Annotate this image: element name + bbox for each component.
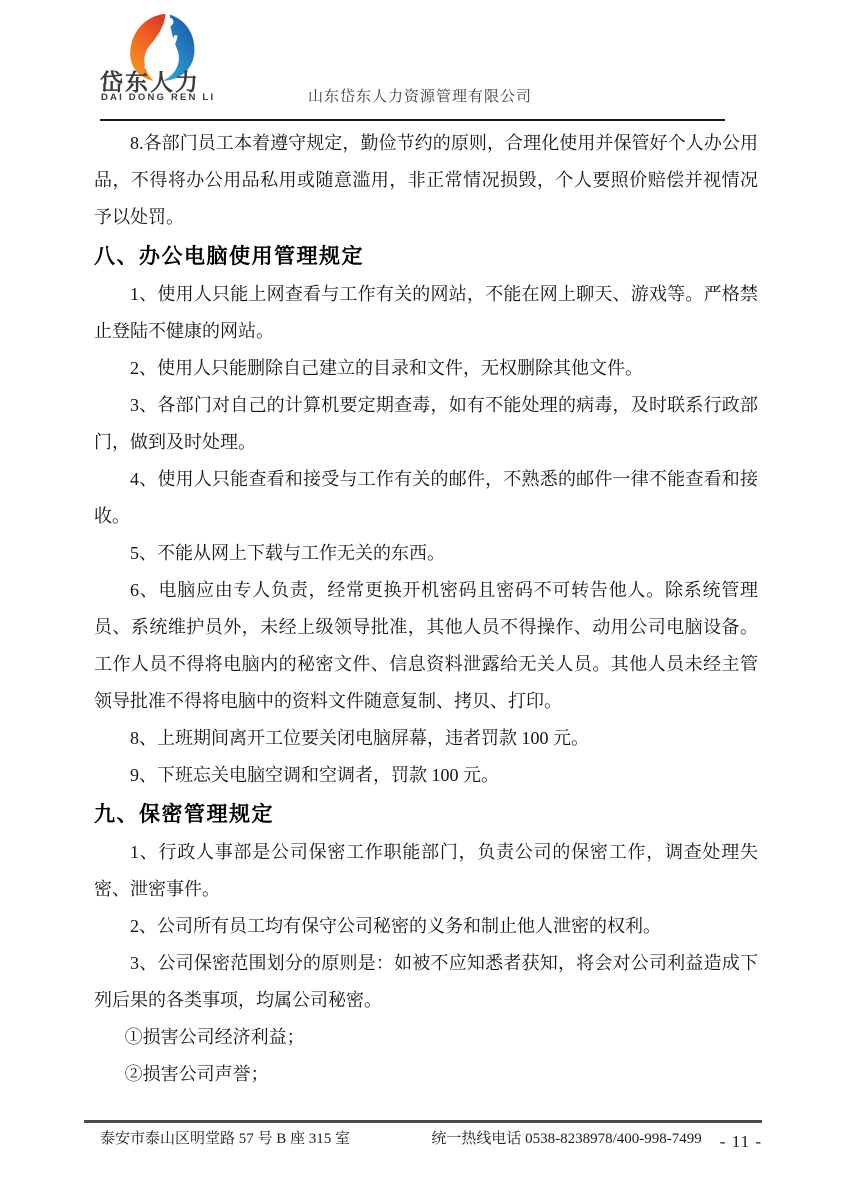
document-paragraph: 八、办公电脑使用管理规定 — [94, 244, 364, 268]
company-name: 山东岱东人力资源管理有限公司 — [308, 89, 533, 105]
logo-text-cn: 岱东人力 — [100, 69, 200, 95]
document-paragraph: 九、保密管理规定 — [94, 802, 274, 826]
document-paragraph: 3、各部门对自己的计算机要定期查毒，如有不能处理的病毒，及时联系行政部门，做到及时处理。 — [94, 395, 758, 452]
document-body — [94, 125, 758, 1093]
footer-hotline: 统一热线电话 0538-8238978/400-998-7499 — [431, 1131, 702, 1147]
document-header — [0, 0, 848, 122]
document-paragraph: 1、使用人只能上网查看与工作有关的网站，不能在网上聊天、游戏等。严格禁止登陆不健康的网站。 — [94, 284, 758, 341]
document-paragraph: 5、不能从网上下载与工作无关的东西。 — [130, 543, 445, 563]
document-paragraph: 2、使用人只能删除自己建立的目录和文件，无权删除其他文件。 — [130, 358, 643, 378]
document-paragraph: 4、使用人只能查看和接受与工作有关的邮件，不熟悉的邮件一律不能查看和接收。 — [94, 469, 758, 526]
footer-divider — [84, 1120, 762, 1123]
document-paragraph: 3、公司保密范围划分的原则是：如被不应知悉者获知，将会对公司利益造成下列后果的各类事项，均属公司秘密。 — [94, 953, 758, 1010]
document-footer — [100, 1127, 762, 1151]
document-paragraph: 8.各部门员工本着遵守规定，勤俭节约的原则，合理化使用并保管好个人办公用品，不得将办公用品私用或随意滥用，非正常情况损毁，个人要照价赔偿并视情况予以处罚。 — [94, 133, 758, 227]
footer-address: 泰安市泰山区明堂路 57 号 B 座 315 室 — [100, 1131, 351, 1147]
document-paragraph: 6、电脑应由专人负责，经常更换开机密码且密码不可转告他人。除系统管理员、系统维护员外，未经上级领导批准，其他人员不得操作、动用公司电脑设备。工作人员不得将电脑内的秘密文件、信息资料泄露给无关人员。其他人员未经主管领导批准不得将电脑中的资料文件随意复制、拷贝、打印。 — [94, 580, 758, 711]
document-paragraph: 2、公司所有员工均有保守公司秘密的义务和制止他人泄密的权利。 — [130, 916, 661, 936]
document-paragraph: 1、行政人事部是公司保密工作职能部门，负责公司的保密工作，调查处理失密、泄密事件。 — [94, 842, 758, 899]
document-paragraph: 9、下班忘关电脑空调和空调者，罚款 100 元。 — [130, 765, 499, 785]
document-paragraph: ②损害公司声誉； — [124, 1064, 269, 1084]
logo-text-en: DAI DONG REN LI — [101, 92, 216, 103]
document-paragraph: ①损害公司经济利益； — [124, 1027, 305, 1047]
page-number: - 11 - — [719, 1132, 762, 1151]
header-divider — [100, 119, 725, 121]
document-paragraph: 8、上班期间离开工位要关闭电脑屏幕，违者罚款 100 元。 — [130, 728, 589, 748]
